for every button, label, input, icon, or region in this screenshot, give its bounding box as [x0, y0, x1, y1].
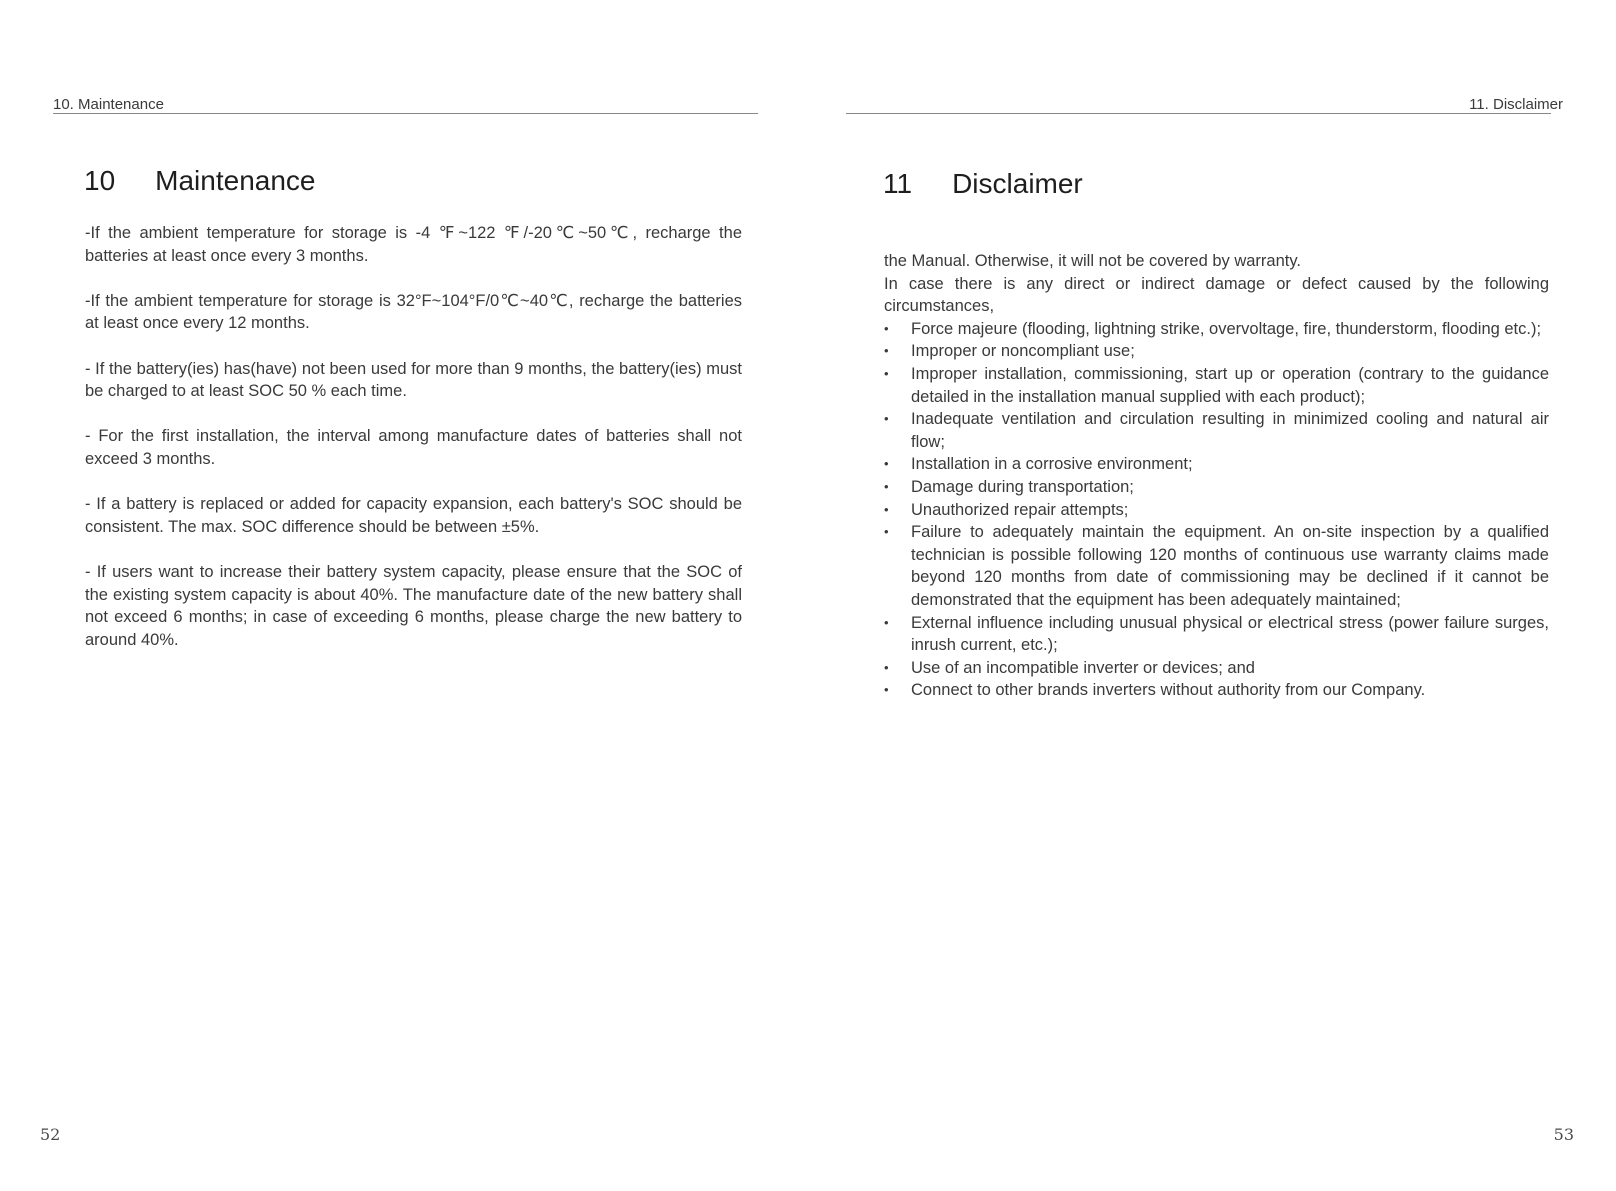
section-title: Maintenance — [155, 165, 316, 196]
section-heading — [883, 168, 1083, 200]
running-header: 10. Maintenance — [53, 96, 164, 113]
paragraph: - If a battery is replaced or added for capacity expansion, each battery's SOC should be consistent. The max. SOC difference should be between ±5%. — [85, 495, 742, 536]
section-title: Disclaimer — [952, 168, 1083, 199]
list-item: • Improper installation, commissioning, start up or operation (contrary to the guidance detailed in the installation manual supplied with each product); — [884, 363, 1549, 408]
paragraph: - If users want to increase their battery system capacity, please ensure that the SOC of the existing system capacity is about 40%. The manufacture date of the new battery shall not exceed 6 months; in case of exceeding 6 months, please charge the new battery to around 40%. — [85, 562, 742, 649]
list-item: • Damage during transportation; — [884, 476, 1549, 499]
intro-line: the Manual. Otherwise, it will not be covered by warranty. — [884, 252, 1301, 270]
list-item: • Installation in a corrosive environment; — [884, 453, 1549, 476]
intro-line: In case there is any direct or indirect damage or defect caused by the following circumstances, — [884, 274, 1549, 316]
maintenance-body — [85, 222, 742, 674]
header-rule — [53, 113, 758, 114]
list-item: • Failure to adequately maintain the equipment. An on-site inspection by a qualified technician is possible following 120 months of continuous use warranty claims made beyond 120 months from date of commissioning may be declined if it cannot be demonstrated that the equipment has been adequately maintained; — [884, 521, 1549, 611]
disclaimer-list — [884, 318, 1549, 702]
section-number: 11 — [883, 168, 913, 199]
paragraph: - For the first installation, the interval among manufacture dates of batteries shall not exceed 3 months. — [85, 427, 742, 468]
paragraph: -If the ambient temperature for storage is 32°F~104°F/0℃~40℃, recharge the batteries at least once every 12 months. — [85, 291, 742, 333]
paragraph: - If the battery(ies) has(have) not been used for more than 9 months, the battery(ies) must be charged to at least SOC 50 % each time. — [85, 359, 742, 401]
list-item: • Inadequate ventilation and circulation resulting in minimized cooling and natural air flow; — [884, 408, 1549, 453]
header-rule — [846, 113, 1551, 114]
paragraph: -If the ambient temperature for storage is -4 ℉~122 ℉/-20℃~50℃, recharge the batteries at least once every 3 months. — [85, 224, 742, 265]
list-item: • Connect to other brands inverters without authority from our Company. — [884, 679, 1549, 702]
list-item: • Force majeure (flooding, lightning strike, overvoltage, fire, thunderstorm, flooding etc.); — [884, 318, 1549, 341]
disclaimer-body — [884, 250, 1549, 702]
list-item: • External influence including unusual physical or electrical stress (power failure surges, inrush current, etc.); — [884, 612, 1549, 657]
list-item: • Use of an incompatible inverter or devices; and — [884, 657, 1549, 680]
page-number: 52 — [40, 1125, 61, 1144]
running-header: 11. Disclaimer — [1469, 96, 1563, 113]
list-item: • Improper or noncompliant use; — [884, 340, 1549, 363]
list-item: • Unauthorized repair attempts; — [884, 499, 1549, 522]
page-number: 53 — [1553, 1125, 1574, 1144]
section-number: 10 — [84, 165, 116, 196]
section-heading — [84, 165, 316, 197]
right-page — [808, 0, 1616, 1191]
